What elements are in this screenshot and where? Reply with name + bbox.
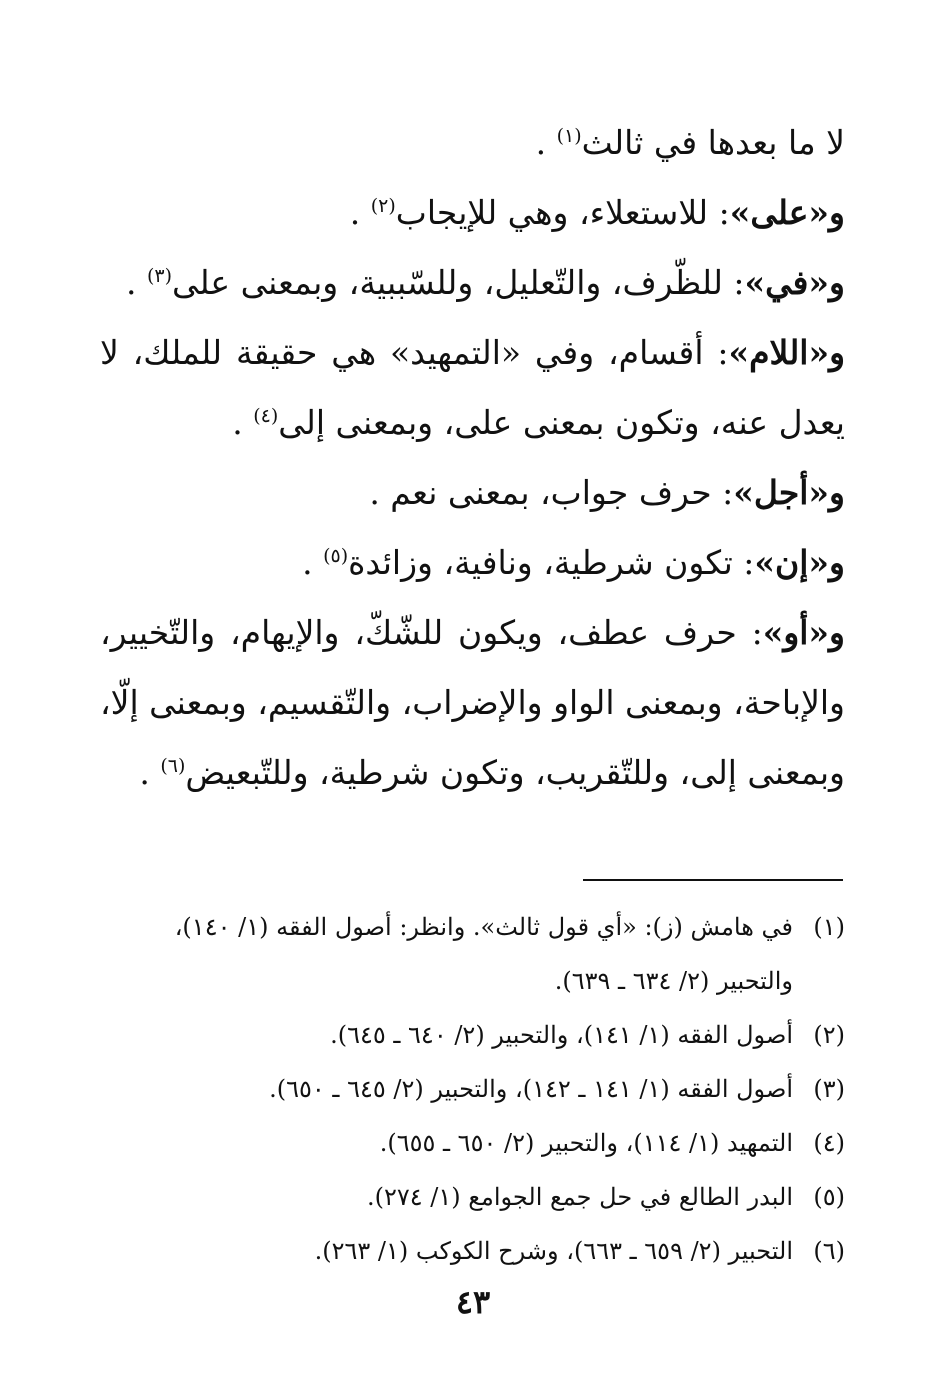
footnote-item (100, 900, 845, 1008)
paragraph-end: . (302, 543, 324, 582)
footnote-item (100, 1116, 845, 1170)
paragraph-term: و«اللام» (728, 333, 845, 372)
paragraph-ajal (100, 458, 845, 528)
paragraph-term: و«أجل» (733, 473, 845, 512)
footnote-text: البدر الطالع في حل جمع الجوامع (١/ ٢٧٤). (366, 1183, 793, 1211)
footnote-marker[interactable]: (٢) (370, 195, 396, 217)
paragraph-term: و«على» (729, 193, 845, 232)
paragraph-end: . (139, 753, 161, 792)
paragraph-end: . (349, 193, 371, 232)
paragraph-end: . (125, 263, 147, 302)
footnote-item (100, 1062, 845, 1116)
footnote-text: التحبير (٢/ ٦٥٩ ـ ٦٦٣)، وشرح الكوكب (١/ ٢٦٣). (314, 1237, 793, 1265)
footnote-marker[interactable]: (٤) (253, 405, 279, 427)
footnote-marker[interactable]: (٦) (160, 755, 186, 777)
paragraph-text: : أقسام، وفي «التمهيد» هي حقيقة للملك، لا يعدل عنه، وتكون بمعنى على، وبمعنى إلى (100, 333, 845, 442)
footnote-number: (٣) (813, 1075, 845, 1103)
paragraph-term: و«إن» (754, 543, 845, 582)
footnote-number: (٢) (813, 1021, 845, 1049)
footnote-text: أصول الفقه (١/ ١٤١)، والتحبير (٢/ ٦٤٠ ـ ٦٤٥). (330, 1021, 793, 1049)
footnote-item (100, 1224, 845, 1278)
footnote-item (100, 1170, 845, 1224)
footnote-text: أصول الفقه (١/ ١٤١ ـ ١٤٢)، والتحبير (٢/ ٦٤٥ ـ ٦٥٠). (269, 1075, 793, 1103)
paragraph-text: : حرف جواب، بمعنى نعم . (369, 473, 734, 512)
page-number: ٤٣ (455, 1283, 491, 1321)
paragraph-lam (100, 318, 845, 458)
paragraph-aw (100, 598, 845, 808)
footnote-marker[interactable]: (١) (556, 125, 582, 147)
paragraph-term: و«أو» (762, 613, 845, 652)
paragraph-text: : حرف عطف، ويكون للشّكّ، والإيهام، والتّخيير، والإباحة، وبمعنى الواو والإضراب، والتّقسيم، وبمعنى إلّا، وبمعنى إلى، وللتّقريب، وتكون شرطية، وللتّبعيض (100, 613, 845, 792)
footnote-number: (١) (813, 913, 845, 941)
footnote-number: (٥) (813, 1183, 845, 1211)
footnote-item (100, 1008, 845, 1062)
paragraph-text: : للاستعلاء، وهي للإيجاب (395, 193, 730, 232)
footnote-text: التمهيد (١/ ١١٤)، والتحبير (٢/ ٦٥٠ ـ ٦٥٥). (379, 1129, 793, 1157)
footnote-marker[interactable]: (٣) (146, 265, 172, 287)
footnote-marker[interactable]: (٥) (323, 545, 349, 567)
paragraph-term: و«في» (744, 263, 845, 302)
paragraph-ala (100, 178, 845, 248)
paragraph-text: لا ما بعدها في ثالث (581, 123, 845, 162)
paragraph-end: . (535, 123, 557, 162)
main-text (100, 108, 845, 808)
paragraph-continuation (100, 108, 845, 178)
footnote-separator (583, 879, 843, 881)
paragraph-in (100, 528, 845, 598)
paragraph-fi (100, 248, 845, 318)
footnote-text: في هامش (ز): «أي قول ثالث». وانظر: أصول الفقه (١/ ١٤٠)، والتحبير (٢/ ٦٣٤ ـ ٦٣٩). (174, 913, 793, 995)
footnotes-list (100, 900, 845, 1278)
footnote-number: (٦) (813, 1237, 845, 1265)
paragraph-text: : للظّرف، والتّعليل، وللسّببية، وبمعنى على (172, 263, 745, 302)
paragraph-end: . (232, 403, 254, 442)
paragraph-text: : تكون شرطية، ونافية، وزائدة (348, 543, 755, 582)
footnote-number: (٤) (813, 1129, 845, 1157)
